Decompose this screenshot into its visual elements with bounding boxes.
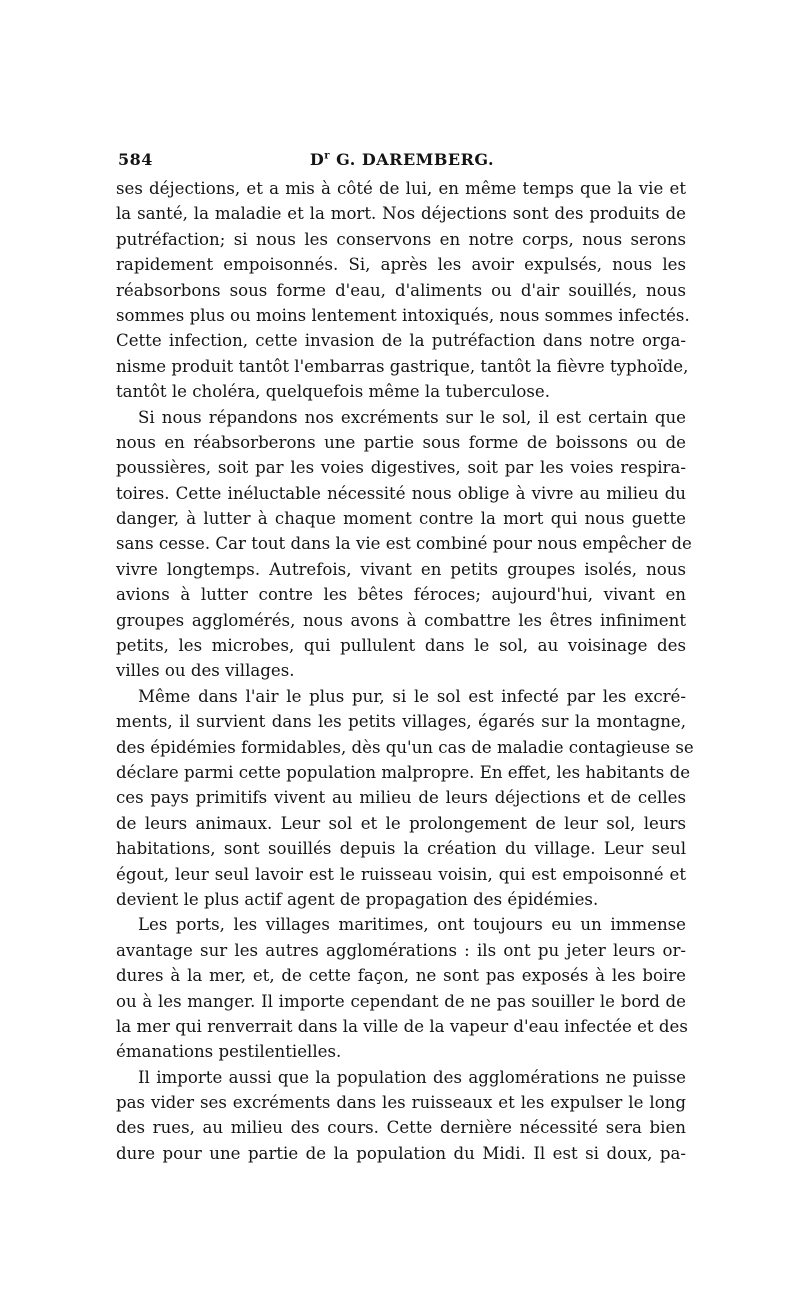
text-line: pas vider ses excréments dans les ruisseaux et les expulser le long: [116, 1093, 686, 1113]
running-header: [118, 150, 686, 172]
text-line: Les ports, les villages maritimes, ont toujours eu un immense: [138, 915, 686, 935]
text-line: égout, leur seul lavoir est le ruisseau voisin, qui est empoisonné et: [116, 864, 686, 884]
text-line: groupes agglomérés, nous avons à combattre les êtres infiniment: [116, 610, 686, 630]
text-line: Si nous répandons nos excréments sur le sol, il est certain que: [138, 407, 686, 427]
text-line: dures à la mer, et, de cette façon, ne sont pas exposés à les boire: [116, 966, 686, 986]
paragraph: [116, 912, 686, 1064]
text-line: Il importe aussi que la population des agglomérations ne puisse: [138, 1067, 686, 1087]
text-line: toires. Cette inéluctable nécessité nous oblige à vivre au milieu du: [116, 483, 686, 503]
text-line: nisme produit tantôt l'embarras gastrique, tantôt la fièvre typhoïde,: [116, 356, 689, 376]
author-name: G. DAREMBERG.: [330, 150, 495, 169]
text-line: déclare parmi cette population malpropre. En effet, les habitants de: [116, 762, 691, 782]
text-line: danger, à lutter à chaque moment contre la mort qui nous guette: [116, 509, 686, 529]
text-line: avantage sur les autres agglomérations : ils ont pu jeter leurs or-: [116, 940, 686, 960]
author-superscript: r: [324, 150, 331, 162]
text-line: poussières, soit par les voies digestives, soit par les voies respira-: [116, 458, 686, 478]
author-prefix: D: [309, 150, 325, 169]
text-line: putréfaction; si nous les conservons en notre corps, nous serons: [116, 229, 686, 249]
text-line: Même dans l'air le plus pur, si le sol est infecté par les excré-: [138, 686, 686, 706]
text-line: la santé, la maladie et la mort. Nos déjections sont des produits de: [116, 204, 686, 224]
text-line: habitations, sont souillés depuis la création du village. Leur seul: [116, 839, 686, 859]
text-line: des épidémies formidables, dès qu'un cas de maladie contagieuse se: [116, 737, 694, 757]
paragraph: [116, 176, 690, 405]
text-line: nous en réabsorberons une partie sous forme de boissons ou de: [116, 432, 686, 452]
text-line: dure pour une partie de la population du Midi. Il est si doux, pa-: [116, 1143, 686, 1163]
text-line: villes ou des villages.: [116, 661, 295, 681]
text-line: rapidement empoisonnés. Si, après les avoir expulsés, nous les: [116, 255, 686, 275]
text-line: petits, les microbes, qui pullulent dans le sol, au voisinage des: [116, 636, 686, 656]
text-line: ses déjections, et a mis à côté de lui, en même temps que la vie et: [116, 179, 686, 198]
text-line: la mer qui renverrait dans la ville de la vapeur d'eau infectée et des: [116, 1016, 688, 1036]
paragraph: [116, 405, 692, 684]
text-line: émanations pestilentielles.: [116, 1042, 342, 1062]
text-line: devient le plus actif agent de propagation des épidémies.: [116, 889, 599, 909]
text-line: Cette infection, cette invasion de la putréfaction dans notre orga-: [116, 331, 686, 351]
text-line: sommes plus ou moins lentement intoxiqués, nous sommes infectés.: [116, 305, 690, 325]
paragraph: [116, 1065, 686, 1167]
text-line: ments, il survient dans les petits villages, égarés sur la montagne,: [116, 712, 686, 732]
text-line: des rues, au milieu des cours. Cette dernière nécessité sera bien: [116, 1118, 686, 1138]
text-line: ces pays primitifs vivent au milieu de leurs déjections et de celles: [116, 788, 686, 808]
text-line: tantôt le choléra, quelquefois même la tuberculose.: [116, 382, 550, 402]
paragraph: [116, 684, 694, 913]
text-line: avions à lutter contre les bêtes féroces; aujourd'hui, vivant en: [116, 585, 686, 605]
text-line: vivre longtemps. Autrefois, vivant en petits groupes isolés, nous: [116, 559, 686, 579]
body-text: [116, 176, 694, 1166]
text-line: réabsorbons sous forme d'eau, d'aliments ou d'air souillés, nous: [116, 280, 686, 300]
text-line: sans cesse. Car tout dans la vie est combiné pour nous empêcher de: [116, 534, 692, 554]
header-author: [118, 150, 686, 169]
text-line: ou à les manger. Il importe cependant de ne pas souiller le bord de: [116, 991, 686, 1011]
page-number: 584: [118, 150, 153, 169]
text-line: de leurs animaux. Leur sol et le prolongement de leur sol, leurs: [116, 813, 686, 833]
